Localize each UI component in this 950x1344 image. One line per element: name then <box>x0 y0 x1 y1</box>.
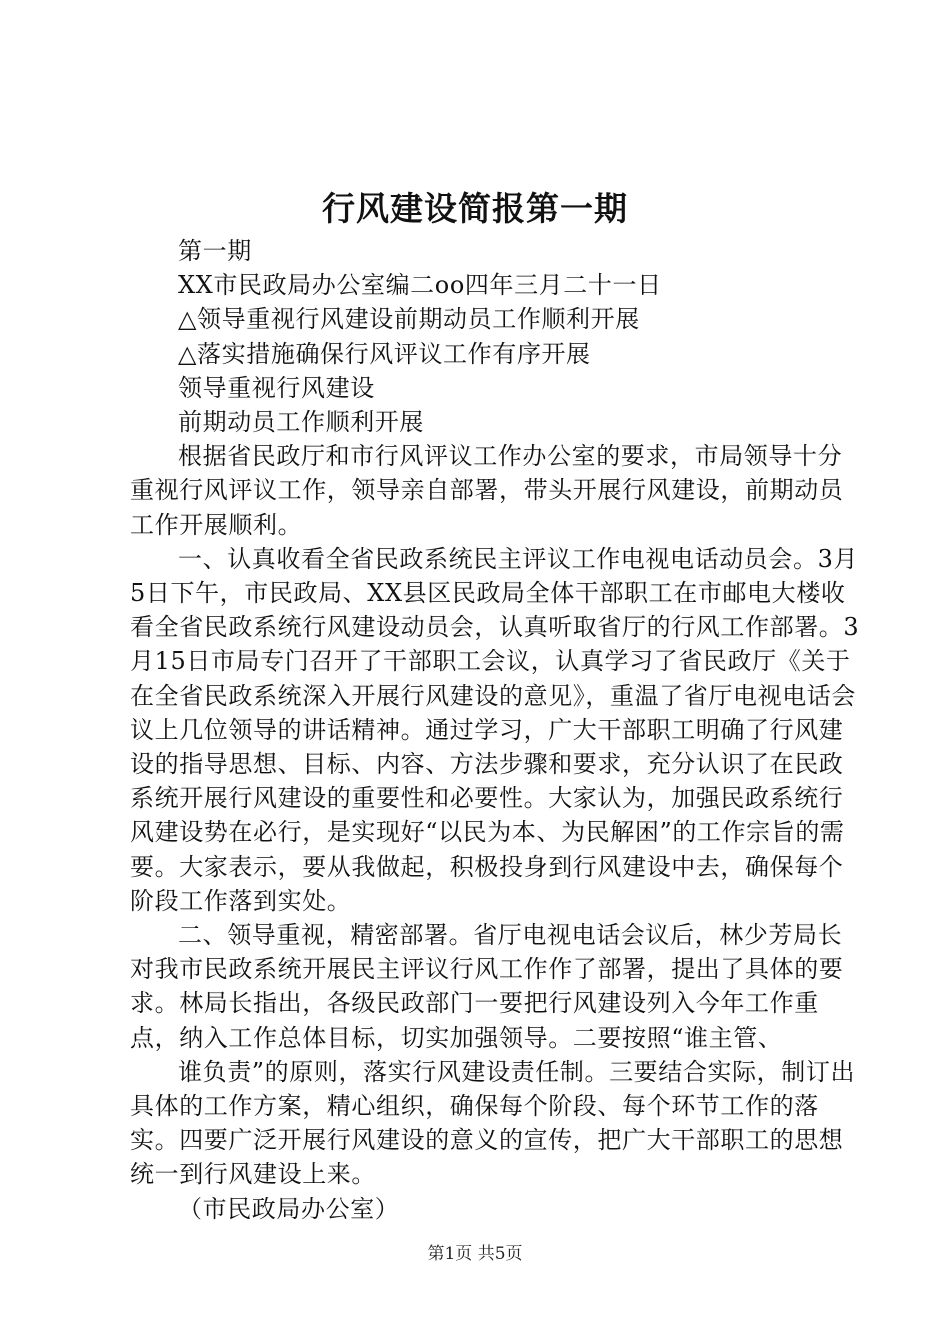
section-heading-line-2: 前期动员工作顺利开展 <box>178 408 424 437</box>
issuer-date-line: XX市民政局办公室编二oo四年三月二十一日 <box>178 271 662 300</box>
paragraph-point-one: 一、认真收看全省民政系统民主评议工作电视电话动员会。3月5日下午，市民政局、XX县区民政局全体干部职工在市邮电大楼收看全省民政系统行风建设动员会，认真听取省厅的行风工作部署。3月15日市局专门召开了干部职工会议，认真学习了省民政厅《关于在全省民政系统深入开展行风建设的意见》，重温了省厅电视电话会议上几位领导的讲话精神。通过学习，广大干部职工明确了行风建设的指导思想、目标、内容、方法步骤和要求，充分认识了在民政系统开展行风建设的重要性和必要性。大家认为，加强民政系统行风建设势在必行，是实现好“以民为本、为民解困”的工作宗旨的需要。大家表示，要从我做起，积极投身到行风建设中去，确保每个阶段工作落到实处。 <box>130 544 860 915</box>
issue-label: 第一期 <box>178 237 252 265</box>
paragraph-point-two: 二、领导重视，精密部署。省厅电视电话会议后，林少芳局长对我市民政系统开展民主评议行风工作作了部署，提出了具体的要求。林局长指出，各级民政部门一要把行风建设列入今年工作重点，纳入工作总体目标，切实加强领导。二要按照“谁主管、 <box>130 921 844 1052</box>
document-body <box>130 234 860 1226</box>
toc-item-2: △落实措施确保行风评议工作有序开展 <box>178 339 591 368</box>
toc-item-1: △领导重视行风建设前期动员工作顺利开展 <box>178 305 640 334</box>
paragraph-intro: 根据省民政厅和市行风评议工作办公室的要求，市局领导十分重视行风评议工作，领导亲自部署，带头开展行风建设，前期动员工作开展顺利。 <box>130 442 844 539</box>
page-footer: 第1页 共5页 <box>427 1244 523 1264</box>
document-title: 行风建设简报第一期 <box>322 189 628 228</box>
signature: （市民政局办公室） <box>178 1194 400 1223</box>
paragraph-continuation: 谁负责”的原则，落实行风建设责任制。三要结合实际，制订出具体的工作方案，精心组织，确保每个阶段、每个环节工作的落实。四要广泛开展行风建设的意义的宣传，把广大干部职工的思想统一到行风建设上来。 <box>130 1057 856 1189</box>
section-heading-line-1: 领导重视行风建设 <box>178 373 375 402</box>
